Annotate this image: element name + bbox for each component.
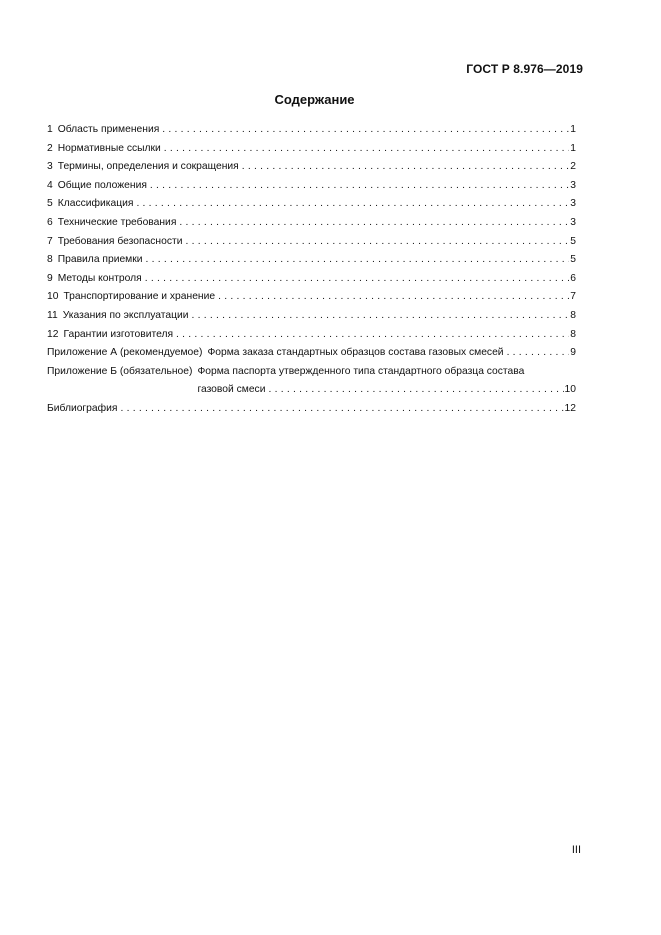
toc-dot-leader (144, 251, 570, 270)
bibliography-page: 12 (564, 402, 576, 414)
toc-dot-leader (240, 158, 570, 177)
toc-entry[interactable] (47, 270, 576, 289)
toc-entry-number: 3 (47, 161, 53, 173)
toc-entry-label: Транспортирование и хранение (63, 291, 216, 303)
toc-dot-leader (266, 381, 563, 400)
appendix-a-page: 9 (570, 347, 576, 359)
toc-entry-page: 8 (570, 328, 576, 340)
toc-entry-page: 2 (570, 161, 576, 173)
appendix-b-label-line1: Форма паспорта утвержденного типа стандартного образца состава (197, 365, 525, 377)
toc-dot-leader (216, 288, 569, 307)
toc-appendix-a[interactable] (47, 344, 576, 363)
appendix-a-label: Форма заказа стандартных образцов состава газовых смесей (207, 347, 504, 359)
toc-entry-number: 9 (47, 272, 53, 284)
toc-entry-number: 6 (47, 216, 53, 228)
toc-entry[interactable] (47, 214, 576, 233)
toc-entry-label: Требования безопасности (57, 235, 183, 247)
toc-entry-page: 1 (570, 124, 576, 135)
toc-entry-label: Классификация (57, 198, 134, 210)
toc-entry-number: 4 (47, 179, 53, 191)
toc-entry[interactable] (47, 195, 576, 214)
toc-entry[interactable] (47, 121, 576, 140)
toc-entry-page: 5 (570, 254, 576, 266)
toc-entry[interactable] (47, 158, 576, 177)
appendix-b-page: 10 (564, 384, 576, 396)
toc-entry-page: 1 (570, 142, 576, 154)
toc-entry-label: Технические требования (57, 216, 177, 228)
table-of-contents (47, 121, 576, 419)
toc-entry-page: 3 (570, 179, 576, 191)
toc-entry-page: 7 (570, 291, 576, 303)
toc-entry-number: 12 (47, 328, 59, 340)
toc-entry-number: 2 (47, 142, 53, 154)
toc-entry[interactable] (47, 177, 576, 196)
toc-entry-page: 8 (570, 309, 576, 321)
appendix-a-prefix: Приложение А (рекомендуемое) (47, 347, 203, 359)
toc-entry-number: 7 (47, 235, 53, 247)
toc-entry-label: Нормативные ссылки (57, 142, 161, 154)
toc-bibliography[interactable] (47, 400, 576, 419)
toc-entry-number: 11 (47, 309, 58, 321)
toc-dot-leader (183, 233, 569, 252)
page-number: III (571, 844, 581, 856)
toc-entry-page: 5 (570, 235, 576, 247)
toc-appendix-b[interactable] (47, 363, 576, 400)
toc-entry-label: Термины, определения и сокращения (57, 161, 239, 173)
toc-entry-label: Область применения (57, 124, 160, 135)
toc-entry[interactable] (47, 233, 576, 252)
toc-dot-leader (143, 270, 570, 289)
toc-entry-label: Указания по эксплуатации (62, 309, 189, 321)
toc-dot-leader (148, 177, 569, 196)
toc-entry-number: 1 (47, 124, 53, 135)
toc-entry-page: 3 (570, 198, 576, 210)
toc-entry-label: Гарантии изготовителя (63, 328, 174, 340)
toc-entry[interactable] (47, 140, 576, 159)
toc-title: Содержание (274, 92, 355, 107)
toc-dot-leader (134, 195, 569, 214)
bibliography-label: Библиография (47, 402, 118, 414)
toc-dot-leader (177, 214, 569, 233)
toc-entry-label: Правила приемки (57, 254, 143, 266)
toc-entry-number: 10 (47, 291, 59, 303)
appendix-b-label-line2: газовой смеси (197, 384, 266, 396)
toc-dot-leader (160, 121, 569, 140)
toc-entry-number: 5 (47, 198, 53, 210)
document-code: ГОСТ Р 8.976—2019 (466, 62, 583, 76)
toc-entry[interactable] (47, 251, 576, 270)
toc-entry-label: Методы контроля (57, 272, 142, 284)
appendix-b-prefix: Приложение Б (обязательное) (47, 365, 193, 377)
toc-dot-leader (174, 326, 569, 345)
toc-entry[interactable] (47, 307, 576, 326)
toc-entry-number: 8 (47, 254, 53, 266)
toc-entry-label: Общие положения (57, 179, 147, 191)
toc-dot-leader (505, 344, 570, 363)
toc-entry-page: 6 (570, 272, 576, 284)
toc-dot-leader (162, 140, 569, 159)
toc-entry-page: 3 (570, 216, 576, 228)
toc-dot-leader (189, 307, 569, 326)
toc-dot-leader (118, 400, 563, 419)
toc-entry[interactable] (47, 288, 576, 307)
toc-entry[interactable] (47, 326, 576, 345)
